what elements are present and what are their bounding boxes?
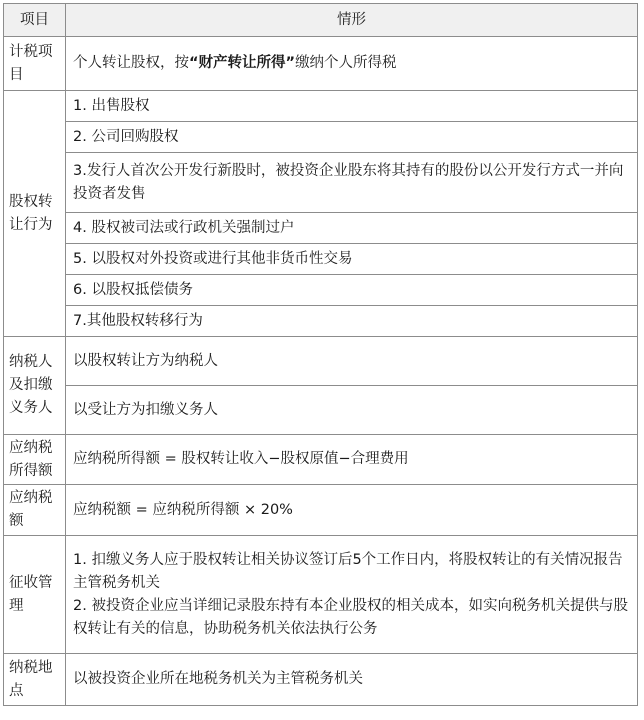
table-row (4, 91, 638, 122)
case-line-1: 1. 扣缴义务人应于股权转让相关协议签订后5个工作日内，将股权转让的有关情况报告主管税务机关 (73, 551, 623, 591)
case-cell: 应纳税所得额 = 股权转让收入−股权原值−合理费用 (66, 435, 638, 485)
case-text-post: 缴纳个人所得税 (295, 55, 397, 71)
item-cell: 应纳税额 (4, 485, 66, 536)
table-row (4, 213, 638, 244)
table-row (4, 275, 638, 306)
case-cell: 以受让方为扣缴义务人 (66, 386, 638, 435)
table-row (4, 435, 638, 485)
table-row (4, 122, 638, 153)
header-case: 情形 (66, 4, 638, 37)
case-cell: 以被投资企业所在地税务机关为主管税务机关 (66, 654, 638, 706)
case-text-bold: “财产转让所得” (189, 55, 296, 71)
item-cell: 纳税地点 (4, 654, 66, 706)
case-cell: 4. 股权被司法或行政机关强制过户 (66, 213, 638, 244)
header-item: 项目 (4, 4, 66, 37)
item-cell: 计税项目 (4, 37, 66, 91)
table-row (4, 536, 638, 654)
case-line-2: 2. 被投资企业应当详细记录股东持有本企业股权的相关成本，如实向税务机关提供与股权转让有关的信息，协助税务机关依法执行公务 (73, 597, 628, 637)
case-cell: 2. 公司回购股权 (66, 122, 638, 153)
case-cell: 以股权转让方为纳税人 (66, 337, 638, 386)
case-cell: 5. 以股权对外投资或进行其他非货币性交易 (66, 244, 638, 275)
table-row (4, 306, 638, 337)
table-row (4, 153, 638, 213)
header-row (4, 4, 638, 37)
case-cell (66, 37, 638, 91)
table-row (4, 337, 638, 386)
table-row (4, 37, 638, 91)
item-cell: 纳税人及扣缴义务人 (4, 337, 66, 435)
tax-table (3, 3, 638, 706)
table-row (4, 654, 638, 706)
case-cell: 1. 出售股权 (66, 91, 638, 122)
item-cell: 应纳税所得额 (4, 435, 66, 485)
case-cell: 3.发行人首次公开发行新股时，被投资企业股东将其持有的股份以公开发行方式一并向投资者发售 (66, 153, 638, 213)
case-cell: 7.其他股权转移行为 (66, 306, 638, 337)
case-text-pre: 个人转让股权，按 (73, 55, 189, 71)
case-cell (66, 536, 638, 654)
item-cell: 征收管理 (4, 536, 66, 654)
case-cell: 6. 以股权抵偿债务 (66, 275, 638, 306)
case-cell: 应纳税额 = 应纳税所得额 × 20% (66, 485, 638, 536)
table-row (4, 386, 638, 435)
table-row (4, 244, 638, 275)
item-cell: 股权转让行为 (4, 91, 66, 337)
table-row (4, 485, 638, 536)
